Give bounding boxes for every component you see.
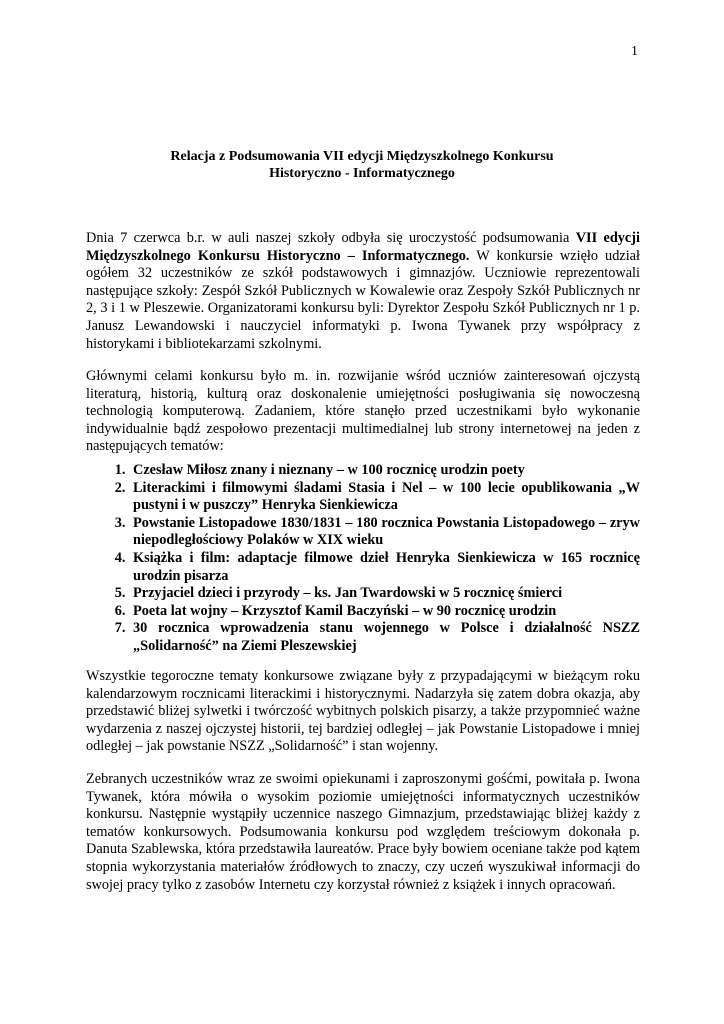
intro-text-rest: W konkursie wzięło udział ogółem 32 uczestników ze szkół podstawowych i gimnazjów. Uczniowie reprezentowali następujące szkoły: Zespół Szkół Publicznych w Kowalewie oraz Zespoły Szkół Publicznych nr 2, 3 i 1 w Pleszewie. Organizatorami konkursu byli: Dyrektor Zespołu Szkół Publicznych nr 1 p. Janusz Lewandowski i nauczyciel informatyki p. Iwona Tywanek przy współpracy z historykami i bibliotekarzami szkolnymi. xyxy=(86,247,640,352)
intro-paragraph xyxy=(86,230,640,353)
intro-text-start: Dnia 7 czerwca b.r. w auli naszej szkoły odbyła się uroczystość podsumowania xyxy=(86,230,576,246)
topic-item: 6. Poeta lat wojny – Krzysztof Kamil Baczyński – w 90 rocznicę urodzin xyxy=(129,603,640,621)
topic-item: 7. 30 rocznica wprowadzenia stanu wojennego w Polsce i działalność NSZZ „Solidarność” na Ziemi Pleszewskiej xyxy=(129,620,640,655)
topic-item: 2. Literackimi i filmowymi śladami Stasia i Nel – w 100 lecie opublikowania „W pustyni i w puszczy” Henryka Sienkiewicza xyxy=(129,480,640,515)
topic-item: 5. Przyjaciel dzieci i przyrody – ks. Jan Twardowski w 5 rocznicę śmierci xyxy=(129,585,640,603)
contest-name-bold: VII edycji Międzyszkolnego Konkursu Historyczno – Informatycznego. xyxy=(86,230,640,264)
goals-paragraph: Głównymi celami konkursu było m. in. rozwijanie wśród uczniów zainteresowań ojczystą literaturą, historią, kulturą oraz doskonalenie umiejętności posługiwania się nowoczesną technologią komputerową. Zadaniem, które stanęło przed uczestnikami było wykonanie indywidualnie bądź zespołowo prezentacji multimedialnej lub strony internetowej na jeden z następujących tematów: xyxy=(86,368,640,455)
title-line-1: Relacja z Podsumowania VII edycji Międzyszkolnego Konkursu xyxy=(170,149,554,164)
title-line-2: Historyczno - Informatycznego xyxy=(269,166,455,181)
ceremony-paragraph: Zebranych uczestników wraz ze swoimi opiekunami i zaproszonymi gośćmi, powitała p. Iwona Tywanek, która mówiła o wysokim poziomie umiejętności informatycznych uczestników konkursu. Następnie wystąpiły uczennice naszego Gimnazjum, przedstawiając bliżej każdy z tematów konkursowych. Podsumowania konkursu pod względem treściowym dokonała p. Danuta Szablewska, która przedstawiła laureatów. Prace były bowiem oceniane także pod kątem stopnia wykorzystania materiałów źródłowych to znaczy, czy uczeń wyszukiwał informacji do swojej pracy tylko z zasobów Internetu czy korzystał również z książek i innych opracowań. xyxy=(86,771,640,893)
anniversaries-paragraph: Wszystkie tegoroczne tematy konkursowe związane były z przypadającymi w bieżącym roku kalendarzowym rocznicami literackimi i historycznymi. Nadarzyła się zatem dobra okazja, aby przedstawić bliżej sylwetki i twórczość wybitnych polskich pisarzy, a także przypomnieć ważne wydarzenia z naszej ojczystej historii, tej bardziej odległej – jak Powstanie Listopadowe i mniej odległej – jak powstanie NSZZ „Solidarność” i stan wojenny. xyxy=(86,668,640,755)
topic-item: 4. Książka i film: adaptacje filmowe dzieł Henryka Sienkiewicza w 165 rocznicę urodzin pisarza xyxy=(129,550,640,585)
document-title xyxy=(86,148,638,182)
topics-list xyxy=(86,462,640,656)
topic-item: 1. Czesław Miłosz znany i nieznany – w 100 rocznicę urodzin poety xyxy=(129,462,640,480)
page-number: 1 xyxy=(631,44,638,59)
topic-item: 3. Powstanie Listopadowe 1830/1831 – 180 rocznica Powstania Listopadowego – zryw niepodległościowy Polaków w XIX wieku xyxy=(129,515,640,550)
